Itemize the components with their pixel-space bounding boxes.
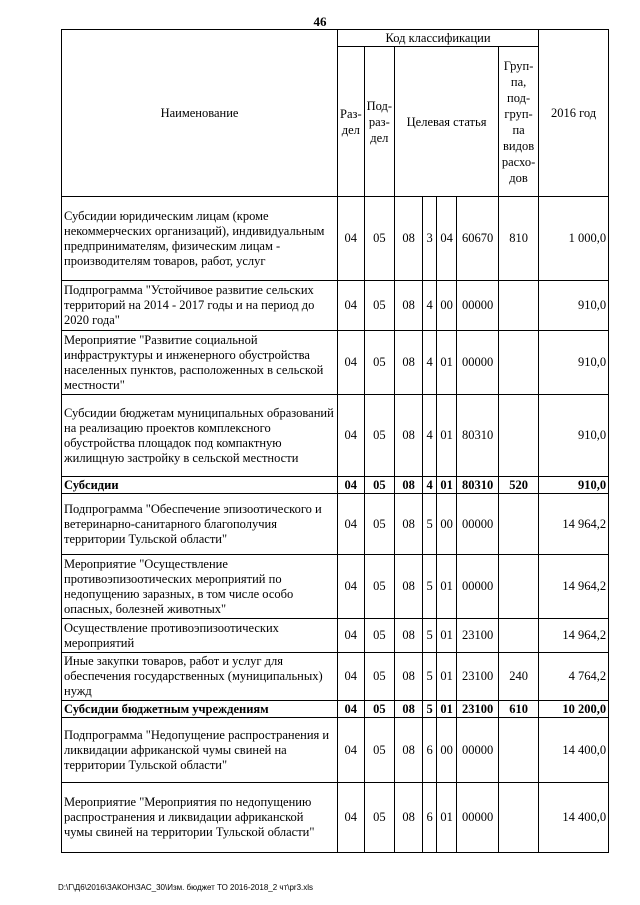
row-target-direction: 80310 [457,477,499,494]
row-subsection: 05 [364,701,394,718]
row-target-program: 08 [395,331,423,395]
row-subsection: 05 [364,281,394,331]
header-target: Целевая статья [395,47,499,197]
header-subsection: Под-раз-дел [364,47,394,197]
row-amount: 910,0 [539,281,609,331]
row-target-event: 01 [437,477,457,494]
row-amount: 1 000,0 [539,197,609,281]
row-target-direction: 23100 [457,701,499,718]
row-expense-group: 810 [499,197,539,281]
row-target-program: 08 [395,619,423,653]
row-target-subprogram: 5 [423,619,437,653]
row-target-program: 08 [395,197,423,281]
row-subsection: 05 [364,331,394,395]
row-target-event: 00 [437,281,457,331]
row-subsection: 05 [364,197,394,281]
table-row [62,701,609,718]
row-name: Субсидии бюджетным учреждениям [62,701,338,718]
table-row [62,555,609,619]
row-target-subprogram: 4 [423,477,437,494]
row-target-program: 08 [395,477,423,494]
row-target-direction: 23100 [457,619,499,653]
row-amount: 910,0 [539,395,609,477]
row-section: 04 [338,653,365,701]
header-section: Раз-дел [338,47,365,197]
row-amount: 910,0 [539,331,609,395]
table-row [62,718,609,783]
row-expense-group [499,783,539,853]
row-subsection: 05 [364,619,394,653]
budget-table [61,29,609,853]
row-target-event: 04 [437,197,457,281]
row-target-direction: 00000 [457,718,499,783]
row-amount: 14 964,2 [539,494,609,555]
row-target-event: 01 [437,395,457,477]
row-name: Иные закупки товаров, работ и услуг для обеспечения государственных (муниципальных) нужд [62,653,338,701]
row-target-direction: 00000 [457,494,499,555]
table-row [62,619,609,653]
row-target-direction: 23100 [457,653,499,701]
row-target-program: 08 [395,653,423,701]
header-expense-group: Груп-па, под-груп-па видов расхо-дов [499,47,539,197]
header-year: 2016 год [539,30,609,197]
row-target-event: 01 [437,653,457,701]
table-row [62,281,609,331]
row-section: 04 [338,783,365,853]
row-expense-group: 240 [499,653,539,701]
row-name: Мероприятие "Развитие социальной инфраструктуры и инженерного обустройства населенных пунктов, расположенных в сельской местности" [62,331,338,395]
table-row [62,395,609,477]
row-target-direction: 80310 [457,395,499,477]
row-subsection: 05 [364,477,394,494]
row-amount: 14 400,0 [539,783,609,853]
row-target-direction: 00000 [457,555,499,619]
page-number: 46 [313,14,327,29]
row-target-event: 01 [437,619,457,653]
table-row [62,331,609,395]
row-target-direction: 00000 [457,281,499,331]
row-section: 04 [338,555,365,619]
row-expense-group [499,619,539,653]
row-target-event: 01 [437,783,457,853]
row-subsection: 05 [364,494,394,555]
row-target-program: 08 [395,494,423,555]
row-target-subprogram: 6 [423,783,437,853]
row-amount: 910,0 [539,477,609,494]
table-row [62,783,609,853]
row-expense-group: 610 [499,701,539,718]
row-target-subprogram: 4 [423,395,437,477]
file-path-footer: D:\Г\Д6\2016\ЗАКОН\ЗАС_30\Изм. бюджет ТО 2016-2018_2 чт\pr3.xls [58,883,314,892]
row-name: Подпрограмма "Обеспечение эпизоотического и ветеринарно-санитарного благополучия территории Тульской области" [62,494,338,555]
row-expense-group [499,718,539,783]
row-target-program: 08 [395,281,423,331]
header-row-top [62,30,609,47]
row-amount: 14 964,2 [539,555,609,619]
row-target-event: 01 [437,701,457,718]
row-name: Субсидии бюджетам муниципальных образований на реализацию проектов комплексного обустройства площадок под компактную жилищную застройку в сельской местности [62,395,338,477]
row-target-program: 08 [395,395,423,477]
row-expense-group: 520 [499,477,539,494]
row-name: Субсидии [62,477,338,494]
row-target-direction: 60670 [457,197,499,281]
row-target-program: 08 [395,701,423,718]
row-target-subprogram: 4 [423,331,437,395]
row-target-direction: 00000 [457,331,499,395]
row-section: 04 [338,281,365,331]
row-section: 04 [338,494,365,555]
row-name: Субсидии юридическим лицам (кроме некоммерческих организаций), индивидуальным предпринимателям, физическим лицам - производителям товаров, работ, услуг [62,197,338,281]
row-target-program: 08 [395,555,423,619]
row-expense-group [499,281,539,331]
table-row [62,494,609,555]
row-amount: 14 400,0 [539,718,609,783]
row-expense-group [499,395,539,477]
row-subsection: 05 [364,718,394,783]
row-section: 04 [338,395,365,477]
row-target-event: 01 [437,331,457,395]
row-amount: 14 964,2 [539,619,609,653]
row-subsection: 05 [364,783,394,853]
row-section: 04 [338,701,365,718]
header-name: Наименование [62,30,338,197]
row-subsection: 05 [364,653,394,701]
row-subsection: 05 [364,555,394,619]
row-target-subprogram: 5 [423,701,437,718]
row-section: 04 [338,718,365,783]
row-target-subprogram: 3 [423,197,437,281]
row-expense-group [499,331,539,395]
row-target-subprogram: 5 [423,653,437,701]
row-name: Подпрограмма "Устойчивое развитие сельских территорий на 2014 - 2017 годы и на период до 2020 года" [62,281,338,331]
row-section: 04 [338,477,365,494]
row-target-event: 01 [437,555,457,619]
row-section: 04 [338,619,365,653]
row-target-subprogram: 6 [423,718,437,783]
row-target-event: 00 [437,718,457,783]
table-row [62,653,609,701]
row-amount: 4 764,2 [539,653,609,701]
table-row [62,477,609,494]
row-expense-group [499,494,539,555]
row-target-program: 08 [395,783,423,853]
row-target-program: 08 [395,718,423,783]
row-name: Подпрограмма "Недопущение распространения и ликвидации африканской чумы свиней на территории Тульской области" [62,718,338,783]
header-classification: Код классификации [338,30,539,47]
row-amount: 10 200,0 [539,701,609,718]
row-target-event: 00 [437,494,457,555]
row-subsection: 05 [364,395,394,477]
row-target-subprogram: 5 [423,494,437,555]
row-section: 04 [338,197,365,281]
row-expense-group [499,555,539,619]
row-target-direction: 00000 [457,783,499,853]
table-row [62,197,609,281]
row-name: Осуществление противоэпизоотических мероприятий [62,619,338,653]
row-name: Мероприятие "Мероприятия по недопущению распространения и ликвидации африканской чумы свиней на территории Тульской области" [62,783,338,853]
row-name: Мероприятие "Осуществление противоэпизоотических мероприятий по недопущению заразных, в том числе особо опасных, болезней животных" [62,555,338,619]
row-section: 04 [338,331,365,395]
row-target-subprogram: 5 [423,555,437,619]
row-target-subprogram: 4 [423,281,437,331]
